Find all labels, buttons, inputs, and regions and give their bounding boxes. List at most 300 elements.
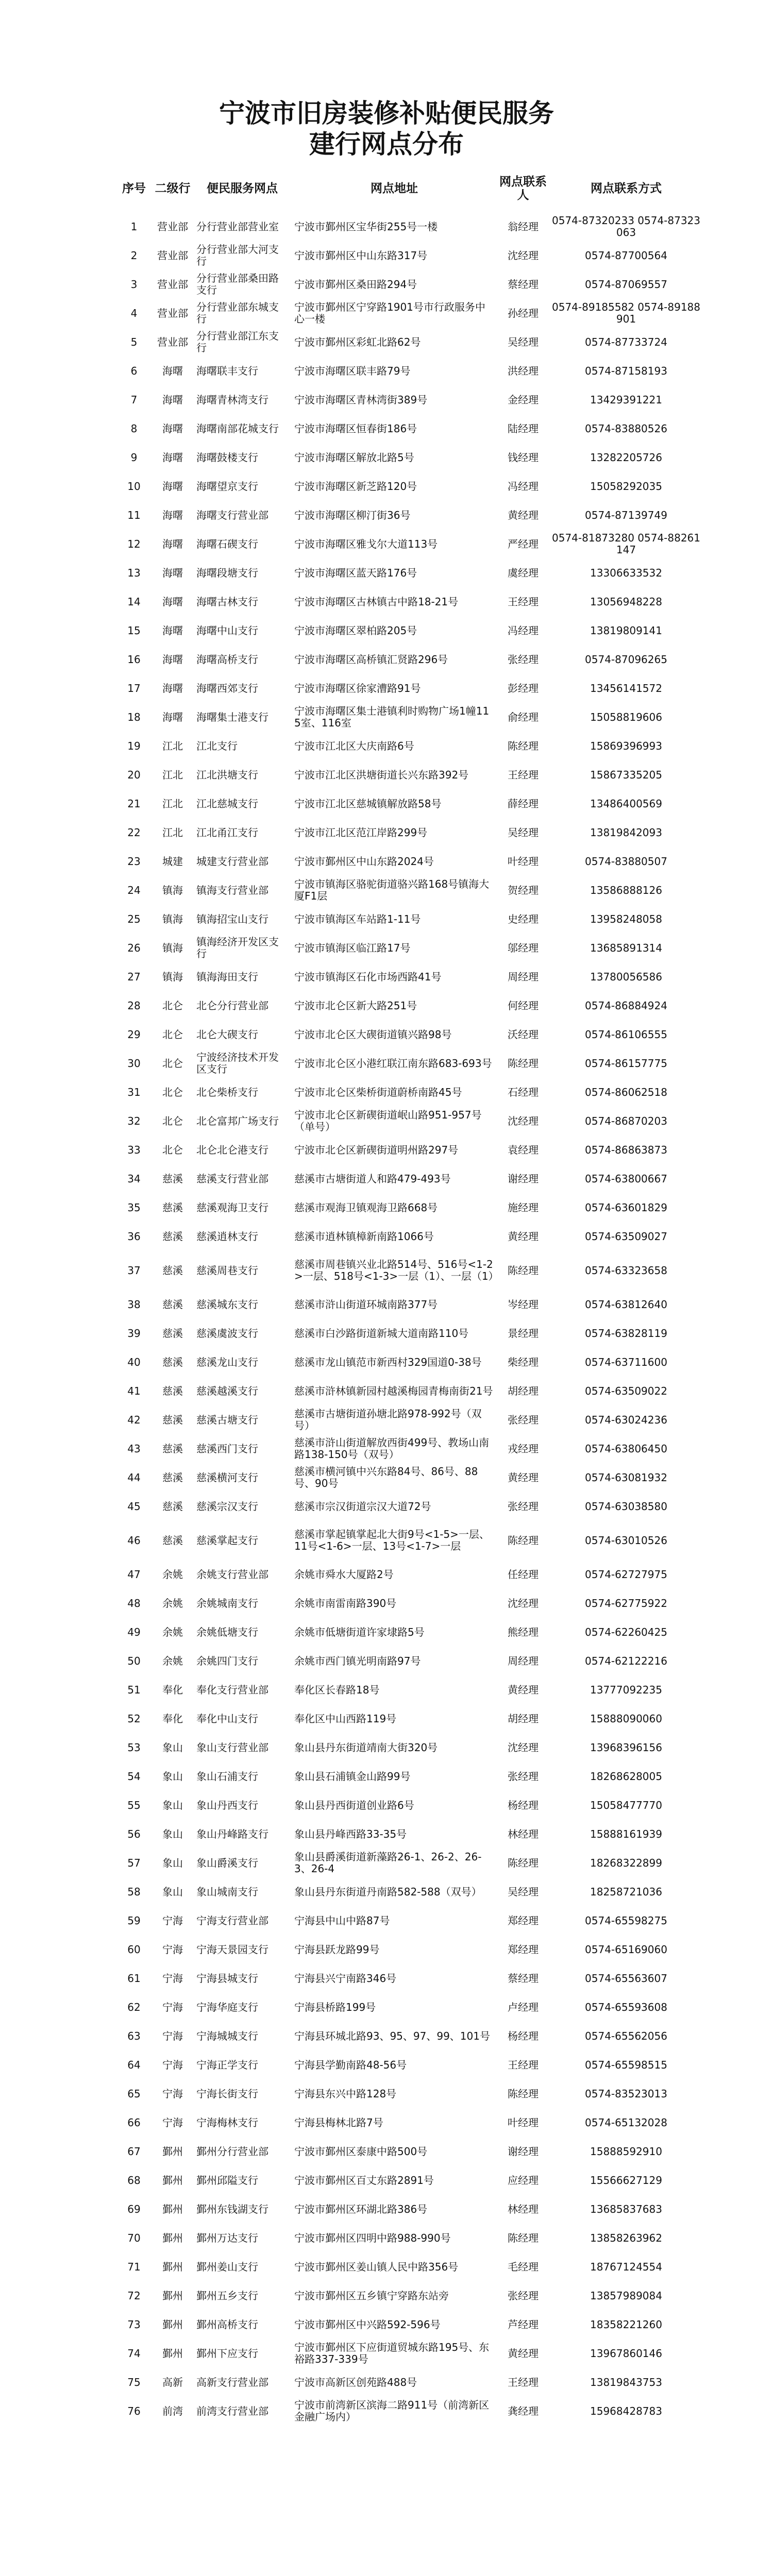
table-row: [116, 1704, 703, 1733]
cell-index: 65: [127, 2087, 141, 2100]
cell-address: 宁波市鄞州区下应街道贸城东路195号、东裕路337-339号: [294, 2341, 490, 2365]
cell-contact-phone: 0574-63024236: [585, 1413, 667, 1426]
cell-index: 67: [127, 2145, 141, 2158]
cell-service-point: 北仑北仑港支行: [196, 1143, 268, 1156]
cell-index: 27: [127, 970, 141, 983]
cell-contact-phone: 13306633532: [590, 566, 662, 579]
cell-contact-person: 陈经理: [508, 1057, 539, 1070]
cell-address: 宁波市江北区范江岸路299号: [294, 826, 428, 839]
cell-service-point: 慈溪逍林支行: [196, 1230, 258, 1243]
cell-address: 宁波市海曙区集士港镇利时购物广场1幢115室、116室: [294, 705, 490, 729]
table-row: [116, 2137, 703, 2166]
cell-index: 35: [127, 1201, 141, 1214]
cell-service-point: 宁海梅林支行: [196, 2116, 258, 2129]
cell-service-point: 象山爵溪支行: [196, 1856, 258, 1869]
cell-contact-person: 谢经理: [508, 1172, 539, 1185]
cell-service-point: 鄞州万达支行: [196, 2231, 258, 2244]
cell-contact-phone: 0574-62775922: [585, 1597, 667, 1609]
cell-branch-level: 鄞州: [162, 2202, 183, 2215]
cell-service-point: 镇海经济开发区支行: [196, 936, 279, 960]
cell-contact-person: 郑经理: [508, 1914, 539, 1927]
header-branch-level: 二级行: [155, 182, 191, 195]
cell-contact-phone: 0574-87139749: [585, 509, 667, 521]
cell-service-point: 宁海华庭支行: [196, 2001, 258, 2013]
cell-service-point: 分行营业部营业室: [196, 220, 279, 233]
cell-index: 17: [127, 682, 141, 694]
cell-index: 2: [130, 249, 138, 262]
cell-contact-phone: 15888161939: [590, 1827, 662, 1840]
cell-branch-level: 象山: [162, 1885, 183, 1898]
table-row: [116, 1348, 703, 1377]
cell-contact-person: 王经理: [508, 2058, 539, 2071]
cell-contact-phone: 13819843753: [590, 2376, 662, 2388]
cell-branch-level: 余姚: [162, 1654, 183, 1667]
cell-address: 慈溪市周巷镇兴业北路514号、516号<1-2>一层、518号<1-3>一层（1）、一层（1）: [294, 1258, 499, 1282]
table-row: [116, 2022, 703, 2050]
cell-branch-level: 海曙: [162, 595, 183, 608]
cell-contact-phone: 13056948228: [590, 595, 662, 608]
cell-index: 70: [127, 2231, 141, 2244]
cell-address: 宁波市镇海区骆驼街道骆兴路168号镇海大厦F1层: [294, 878, 490, 902]
cell-branch-level: 慈溪: [162, 1384, 183, 1397]
cell-address: 宁波市鄞州区姜山镇人民中路356号: [294, 2260, 459, 2273]
cell-branch-level: 海曙: [162, 480, 183, 493]
cell-index: 73: [127, 2318, 141, 2331]
cell-address: 宁波市鄞州区中山东路317号: [294, 249, 428, 262]
cell-contact-person: 冯经理: [508, 624, 539, 637]
cell-service-point: 象山丹峰路支行: [196, 1827, 268, 1840]
cell-service-point: 镇海海田支行: [196, 970, 258, 983]
cell-branch-level: 宁海: [162, 1972, 183, 1985]
cell-contact-person: 邬经理: [508, 941, 539, 954]
cell-contact-person: 张经理: [508, 2289, 539, 2302]
cell-index: 25: [127, 912, 141, 925]
cell-branch-level: 宁海: [162, 1943, 183, 1956]
cell-contact-person: 贺经理: [508, 884, 539, 896]
cell-branch-level: 海曙: [162, 624, 183, 637]
cell-service-point: 慈溪掌起支行: [196, 1534, 258, 1547]
cell-index: 42: [127, 1413, 141, 1426]
cell-contact-phone: 0574-63711600: [585, 1355, 667, 1368]
cell-branch-level: 鄞州: [162, 2289, 183, 2302]
table-row: [116, 991, 703, 1020]
cell-index: 60: [127, 1943, 141, 1956]
table-row: [116, 2195, 703, 2224]
cell-address: 慈溪市逍林镇樟新南路1066号: [294, 1230, 434, 1243]
table-row: [116, 1463, 703, 1492]
cell-contact-person: 彭经理: [508, 682, 539, 694]
cell-service-point: 分行营业部桑田路支行: [196, 272, 279, 296]
cell-contact-person: 吴经理: [508, 1885, 539, 1898]
cell-contact-phone: 0574-65563607: [585, 1972, 667, 1985]
cell-service-point: 海曙高桥支行: [196, 653, 258, 666]
cell-index: 58: [127, 1885, 141, 1898]
cell-contact-person: 黄经理: [508, 2347, 539, 2360]
cell-service-point: 奉化支行营业部: [196, 1683, 268, 1696]
cell-contact-person: 沈经理: [508, 249, 539, 262]
cell-index: 66: [127, 2116, 141, 2129]
cell-address: 慈溪市浒山街道环城南路377号: [294, 1298, 438, 1311]
cell-index: 64: [127, 2058, 141, 2071]
cell-index: 63: [127, 2029, 141, 2042]
cell-service-point: 海曙集士港支行: [196, 710, 268, 723]
cell-contact-phone: 0574-86870203: [585, 1114, 667, 1127]
cell-address: 宁波市鄞州区宝华街255号一楼: [294, 220, 438, 233]
table-row: [116, 2339, 703, 2368]
cell-contact-person: 王经理: [508, 2376, 539, 2388]
cell-service-point: 象山城南支行: [196, 1885, 258, 1898]
cell-contact-phone: 0574-86062518: [585, 1086, 667, 1098]
cell-service-point: 海曙南部花城支行: [196, 422, 279, 435]
cell-contact-person: 芦经理: [508, 2318, 539, 2331]
table-row: [116, 587, 703, 616]
cell-address: 宁波市北仑区新碶街道明州路297号: [294, 1143, 459, 1156]
cell-service-point: 余姚支行营业部: [196, 1568, 268, 1581]
cell-branch-level: 江北: [162, 826, 183, 839]
cell-contact-phone: 13819842093: [590, 826, 662, 839]
cell-address: 慈溪市掌起镇掌起北大街9号<1-5>一层、11号<1-6>一层、13号<1-7>一层: [294, 1528, 490, 1552]
cell-contact-phone: 0574-63509027: [585, 1230, 667, 1243]
cell-contact-person: 蔡经理: [508, 278, 539, 291]
cell-index: 4: [130, 307, 138, 319]
cell-service-point: 象山支行营业部: [196, 1741, 268, 1754]
cell-contact-person: 史经理: [508, 912, 539, 925]
table-row: [116, 2252, 703, 2281]
cell-address: 宁海县环城北路93、95、97、99、101号: [294, 2029, 490, 2042]
cell-index: 10: [127, 480, 141, 493]
cell-contact-person: 陈经理: [508, 2087, 539, 2100]
table-row: [116, 2397, 703, 2426]
cell-service-point: 余姚低塘支行: [196, 1625, 258, 1638]
cell-index: 34: [127, 1172, 141, 1185]
cell-contact-person: 沈经理: [508, 1597, 539, 1609]
cell-contact-person: 金经理: [508, 393, 539, 406]
cell-service-point: 奉化中山支行: [196, 1712, 258, 1725]
cell-contact-person: 谢经理: [508, 2145, 539, 2158]
cell-contact-person: 张经理: [508, 1413, 539, 1426]
table-row: [116, 2108, 703, 2137]
table-row: [116, 1935, 703, 1964]
cell-address: 宁波市镇海区石化市场西路41号: [294, 970, 442, 983]
cell-contact-person: 严经理: [508, 537, 539, 550]
cell-address: 宁波市海曙区蓝天路176号: [294, 566, 417, 579]
cell-address: 宁海县东兴中路128号: [294, 2087, 397, 2100]
cell-address: 慈溪市古塘街道人和路479-493号: [294, 1172, 451, 1185]
cell-contact-person: 毛经理: [508, 2260, 539, 2273]
cell-address: 宁波市鄞州区中山东路2024号: [294, 855, 434, 868]
cell-branch-level: 营业部: [157, 249, 188, 262]
cell-contact-phone: 0574-86157775: [585, 1057, 667, 1070]
table-row: [116, 1136, 703, 1164]
cell-index: 15: [127, 624, 141, 637]
cell-branch-level: 北仑: [162, 1143, 183, 1156]
cell-service-point: 宁海长街支行: [196, 2087, 258, 2100]
cell-contact-phone: 15058292035: [590, 480, 662, 493]
cell-service-point: 慈溪虞波支行: [196, 1327, 258, 1340]
cell-index: 68: [127, 2174, 141, 2187]
cell-contact-phone: 0574-65169060: [585, 1943, 667, 1956]
cell-contact-phone: 13819809141: [590, 624, 662, 637]
cell-service-point: 慈溪宗汉支行: [196, 1500, 258, 1513]
table-row: [116, 2224, 703, 2252]
table-row: [116, 443, 703, 472]
cell-index: 38: [127, 1298, 141, 1311]
cell-contact-person: 虞经理: [508, 566, 539, 579]
cell-branch-level: 鄞州: [162, 2174, 183, 2187]
cell-service-point: 北仑柴桥支行: [196, 1086, 258, 1098]
table-row: [116, 270, 703, 299]
cell-contact-phone: 13857989084: [590, 2289, 662, 2302]
cell-branch-level: 余姚: [162, 1597, 183, 1609]
table-row: [116, 674, 703, 703]
cell-branch-level: 象山: [162, 1741, 183, 1754]
cell-contact-person: 任经理: [508, 1568, 539, 1581]
cell-branch-level: 镇海: [162, 884, 183, 896]
cell-index: 40: [127, 1355, 141, 1368]
table-row: [116, 1993, 703, 2022]
table-row: [116, 1319, 703, 1348]
cell-service-point: 江北支行: [196, 739, 238, 752]
cell-contact-person: 张经理: [508, 1500, 539, 1513]
cell-service-point: 余姚四门支行: [196, 1654, 258, 1667]
cell-service-point: 慈溪周巷支行: [196, 1264, 258, 1277]
cell-address: 慈溪市观海卫镇观海卫路668号: [294, 1201, 438, 1214]
cell-index: 30: [127, 1057, 141, 1070]
cell-branch-level: 奉化: [162, 1683, 183, 1696]
cell-branch-level: 宁海: [162, 2029, 183, 2042]
table-row: [116, 1675, 703, 1704]
cell-contact-phone: 13456141572: [590, 682, 662, 694]
table-row: [116, 1434, 703, 1463]
cell-index: 74: [127, 2347, 141, 2360]
table-row: [116, 241, 703, 270]
cell-address: 慈溪市古塘街道孙塘北路978-992号（双号）: [294, 1408, 482, 1432]
cell-contact-phone: 0574-87069557: [585, 278, 667, 291]
cell-index: 43: [127, 1442, 141, 1455]
cell-contact-phone: 13685891314: [590, 941, 662, 954]
cell-service-point: 江北慈城支行: [196, 797, 258, 810]
cell-contact-person: 蔡经理: [508, 1972, 539, 1985]
cell-service-point: 慈溪古塘支行: [196, 1413, 258, 1426]
cell-address: 宁波市鄞州区泰康中路500号: [294, 2145, 428, 2158]
cell-contact-person: 林经理: [508, 1827, 539, 1840]
cell-branch-level: 镇海: [162, 912, 183, 925]
cell-contact-phone: 15058477770: [590, 1799, 662, 1811]
cell-service-point: 鄞州下应支行: [196, 2347, 258, 2360]
cell-branch-level: 镇海: [162, 970, 183, 983]
cell-address: 宁波市海曙区青林湾街389号: [294, 393, 428, 406]
cell-contact-person: 周经理: [508, 970, 539, 983]
table-row: [116, 1589, 703, 1618]
cell-branch-level: 营业部: [157, 220, 188, 233]
cell-address: 象山县丹东街道靖南大街320号: [294, 1741, 438, 1754]
table-row: [116, 385, 703, 414]
cell-service-point: 象山丹西支行: [196, 1799, 258, 1811]
cell-contact-phone: 13486400569: [590, 797, 662, 810]
cell-contact-person: 洪经理: [508, 364, 539, 377]
cell-address: 宁波市江北区大庆南路6号: [294, 739, 414, 752]
cell-address: 宁波市海曙区联丰路79号: [294, 364, 411, 377]
table-row: [116, 1049, 703, 1078]
cell-index: 31: [127, 1086, 141, 1098]
cell-index: 61: [127, 1972, 141, 1985]
cell-index: 46: [127, 1534, 141, 1547]
cell-index: 62: [127, 2001, 141, 2013]
cell-address: 宁波市江北区洪塘街道长兴东路392号: [294, 768, 469, 781]
cell-contact-person: 黄经理: [508, 1230, 539, 1243]
cell-contact-person: 陆经理: [508, 422, 539, 435]
cell-address: 余姚市西门镇光明南路97号: [294, 1654, 421, 1667]
cell-contact-phone: 0574-62727975: [585, 1568, 667, 1581]
cell-contact-phone: 0574-62260425: [585, 1625, 667, 1638]
cell-index: 26: [127, 941, 141, 954]
table-row: [116, 876, 703, 905]
cell-service-point: 城建支行营业部: [196, 855, 268, 868]
header-address: 网点地址: [371, 182, 418, 195]
cell-service-point: 海曙石碶支行: [196, 537, 258, 550]
cell-service-point: 镇海支行营业部: [196, 884, 268, 896]
cell-service-point: 海曙青林湾支行: [196, 393, 268, 406]
table-header-row: [116, 165, 703, 212]
cell-contact-phone: 0574-87700564: [585, 249, 667, 262]
cell-branch-level: 慈溪: [162, 1172, 183, 1185]
cell-contact-person: 吴经理: [508, 335, 539, 348]
cell-contact-phone: 0574-83880507: [585, 855, 667, 868]
cell-contact-phone: 0574-86884924: [585, 999, 667, 1012]
cell-index: 37: [127, 1264, 141, 1277]
cell-service-point: 镇海招宝山支行: [196, 912, 268, 925]
table-row: [116, 414, 703, 443]
cell-branch-level: 宁海: [162, 2001, 183, 2013]
cell-address: 宁波市江北区慈城镇解放路58号: [294, 797, 442, 810]
cell-branch-level: 宁海: [162, 2087, 183, 2100]
cell-contact-phone: 0574-63323658: [585, 1264, 667, 1277]
cell-branch-level: 象山: [162, 1770, 183, 1783]
cell-branch-level: 余姚: [162, 1625, 183, 1638]
cell-contact-person: 熊经理: [508, 1625, 539, 1638]
cell-service-point: 余姚城南支行: [196, 1597, 258, 1609]
cell-service-point: 海曙望京支行: [196, 480, 258, 493]
cell-contact-person: 柴经理: [508, 1355, 539, 1368]
cell-service-point: 鄞州五乡支行: [196, 2289, 258, 2302]
cell-index: 49: [127, 1625, 141, 1638]
cell-index: 50: [127, 1654, 141, 1667]
cell-contact-person: 应经理: [508, 2174, 539, 2187]
table-row: [116, 299, 703, 328]
cell-branch-level: 慈溪: [162, 1264, 183, 1277]
cell-service-point: 北仑富邦广场支行: [196, 1114, 279, 1127]
cell-service-point: 鄞州邱隘支行: [196, 2174, 258, 2187]
cell-branch-level: 奉化: [162, 1712, 183, 1725]
cell-contact-person: 杨经理: [508, 1799, 539, 1811]
cell-contact-phone: 0574-86106555: [585, 1028, 667, 1041]
cell-service-point: 海曙古林支行: [196, 595, 258, 608]
cell-branch-level: 北仑: [162, 1057, 183, 1070]
cell-branch-level: 海曙: [162, 364, 183, 377]
cell-address: 慈溪市浒林镇新园村越溪梅园青梅南街21号: [294, 1384, 493, 1397]
cell-branch-level: 余姚: [162, 1568, 183, 1581]
cell-contact-phone: 15867335205: [590, 768, 662, 781]
cell-contact-person: 石经理: [508, 1086, 539, 1098]
cell-branch-level: 鄞州: [162, 2231, 183, 2244]
cell-branch-level: 宁海: [162, 1914, 183, 1927]
cell-contact-phone: 0574-63806450: [585, 1442, 667, 1455]
table-row: [116, 789, 703, 818]
cell-contact-person: 陈经理: [508, 1534, 539, 1547]
table-row: [116, 1492, 703, 1521]
table-row: [116, 1820, 703, 1849]
cell-branch-level: 象山: [162, 1827, 183, 1840]
cell-index: 48: [127, 1597, 141, 1609]
cell-branch-level: 慈溪: [162, 1442, 183, 1455]
cell-contact-person: 杨经理: [508, 2029, 539, 2042]
cell-service-point: 象山石浦支行: [196, 1770, 258, 1783]
cell-index: 20: [127, 768, 141, 781]
cell-branch-level: 营业部: [157, 278, 188, 291]
table-row: [116, 962, 703, 991]
cell-branch-level: 海曙: [162, 509, 183, 521]
cell-service-point: 宁海天景园支行: [196, 1943, 268, 1956]
cell-contact-phone: 0574-65132028: [585, 2116, 667, 2129]
cell-service-point: 慈溪龙山支行: [196, 1355, 258, 1368]
cell-index: 57: [127, 1856, 141, 1869]
cell-address: 宁波市海曙区柳汀街36号: [294, 509, 411, 521]
cell-contact-phone: 15888592910: [590, 2145, 662, 2158]
cell-branch-level: 镇海: [162, 941, 183, 954]
cell-address: 宁波市海曙区雅戈尔大道113号: [294, 537, 438, 550]
cell-index: 32: [127, 1114, 141, 1127]
cell-branch-level: 高新: [162, 2376, 183, 2388]
cell-address: 慈溪市白沙路街道新城大道南路110号: [294, 1327, 469, 1340]
cell-service-point: 慈溪横河支行: [196, 1471, 258, 1484]
cell-branch-level: 北仑: [162, 1028, 183, 1041]
cell-branch-level: 江北: [162, 739, 183, 752]
cell-contact-phone: 0574-63010526: [585, 1534, 667, 1547]
cell-service-point: 宁波经济技术开发区支行: [196, 1051, 279, 1075]
cell-contact-phone: 0574-63812640: [585, 1298, 667, 1311]
cell-contact-phone: 13685837683: [590, 2202, 662, 2215]
cell-contact-phone: 0574-65562056: [585, 2029, 667, 2042]
cell-contact-phone: 0574-63038580: [585, 1500, 667, 1513]
cell-contact-phone: 0574-63800667: [585, 1172, 667, 1185]
cell-contact-person: 周经理: [508, 1654, 539, 1667]
cell-address: 宁海县桥路199号: [294, 2001, 376, 2013]
table-row: [116, 1107, 703, 1136]
cell-index: 19: [127, 739, 141, 752]
cell-address: 余姚市南雷南路390号: [294, 1597, 397, 1609]
cell-index: 18: [127, 710, 141, 723]
header-index: 序号: [122, 182, 146, 195]
cell-index: 69: [127, 2202, 141, 2215]
cell-address: 慈溪市浒山街道解放西街499号、教场山南路138-150号（双号）: [294, 1436, 490, 1461]
table-row: [116, 1964, 703, 1993]
cell-address: 宁波市海曙区恒春街186号: [294, 422, 417, 435]
cell-contact-phone: 0574-86863873: [585, 1143, 667, 1156]
cell-branch-level: 营业部: [157, 307, 188, 319]
cell-service-point: 慈溪城东支行: [196, 1298, 258, 1311]
cell-index: 5: [130, 335, 138, 348]
cell-contact-person: 王经理: [508, 595, 539, 608]
cell-index: 71: [127, 2260, 141, 2273]
table-row: [116, 2281, 703, 2310]
cell-index: 36: [127, 1230, 141, 1243]
cell-address: 宁波市鄞州区五乡镇宁穿路东站旁: [294, 2289, 449, 2302]
cell-contact-person: 叶经理: [508, 855, 539, 868]
cell-index: 56: [127, 1827, 141, 1840]
cell-contact-person: 冯经理: [508, 480, 539, 493]
cell-service-point: 江北洪塘支行: [196, 768, 258, 781]
cell-contact-person: 王经理: [508, 768, 539, 781]
